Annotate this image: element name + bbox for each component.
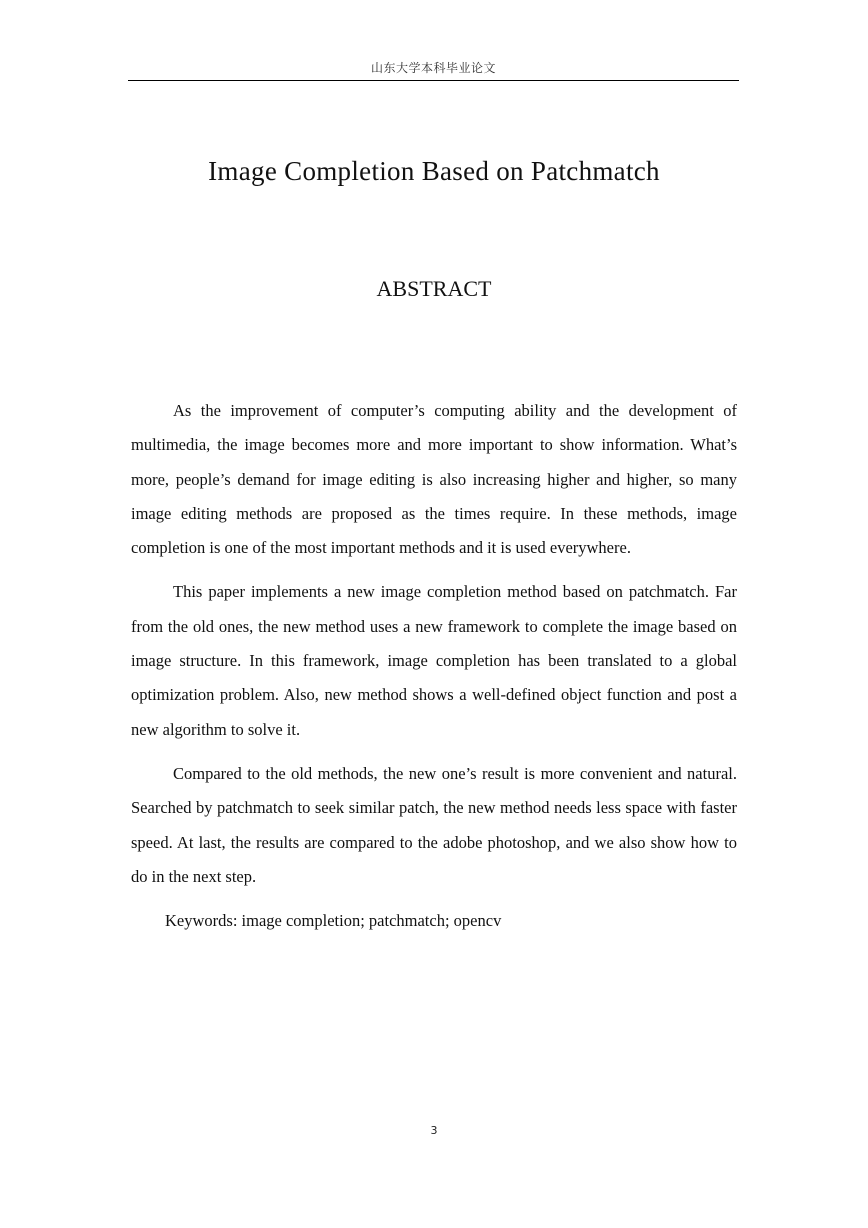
abstract-paragraph: Compared to the old methods, the new one’s result is more convenient and natural. Searched by patchmatch to seek similar patch, the new method needs less space with faster speed. At last, the results are compared to the adobe photoshop, and we also show how to do in the next step.	[131, 763, 737, 886]
abstract-heading: ABSTRACT	[376, 276, 492, 301]
page-number: 3	[430, 1124, 438, 1137]
abstract-paragraph: This paper implements a new image completion method based on patchmatch. Far from the old ones, the new method uses a new framework to complete the image based on image structure. In this framework, image completion has been translated to a global optimization problem. Also, new method shows a well-defined object function and post a new algorithm to solve it.	[131, 582, 737, 739]
abstract-paragraph: As the improvement of computer’s computing ability and the development of multimedia, the image becomes more and more important to show information. What’s more, people’s demand for image editing is also increasing higher and higher, so many image editing methods are proposed as the times require. In these methods, image completion is one of the most important methods and it is used everywhere.	[131, 401, 737, 558]
paper-title: Image Completion Based on Patchmatch	[208, 156, 660, 186]
running-header: 山东大学本科毕业论文	[370, 61, 496, 75]
header-divider	[128, 80, 739, 81]
keywords-line: Keywords: image completion; patchmatch; opencv	[165, 911, 502, 931]
abstract-body	[131, 394, 737, 938]
